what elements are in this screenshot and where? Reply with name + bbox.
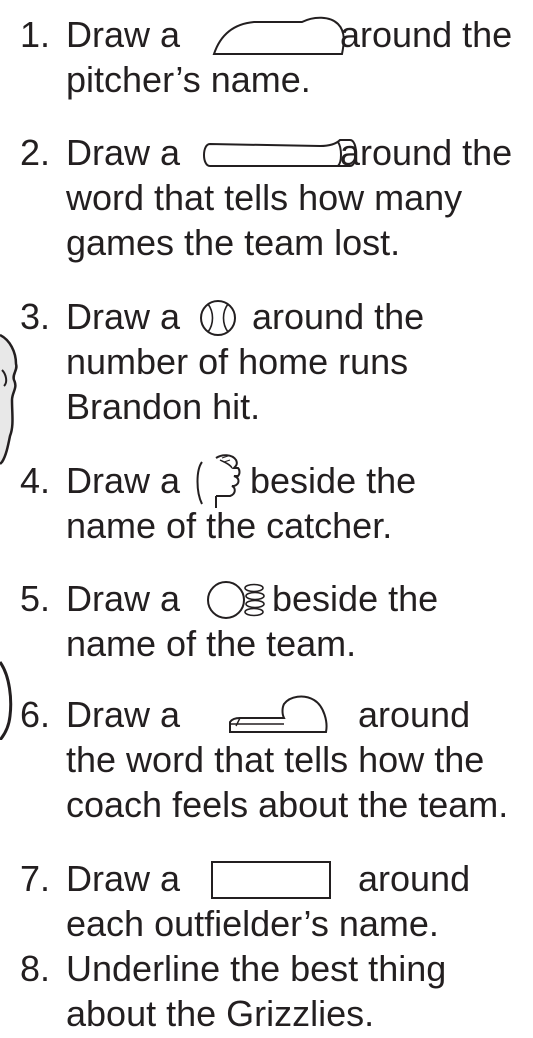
fast-ball-icon xyxy=(206,578,268,622)
item-text: Draw a xyxy=(66,132,181,173)
item-text: beside the xyxy=(272,578,439,619)
item-text: about the Grizzlies. xyxy=(66,993,375,1034)
rectangle-box-icon xyxy=(210,860,332,900)
baseball-cap-icon xyxy=(210,14,350,56)
item-text: Draw a xyxy=(66,694,181,735)
baseball-bat-icon xyxy=(200,138,360,170)
item-text: Draw a xyxy=(66,14,181,55)
item-text: around xyxy=(358,694,471,735)
item-text: Draw a xyxy=(66,858,181,899)
item-text: Draw a xyxy=(66,460,181,501)
item-text: name of the catcher. xyxy=(66,505,393,546)
item-number: 7. xyxy=(20,858,51,899)
item-number: 5. xyxy=(20,578,51,619)
item-text: around the xyxy=(340,132,513,173)
item-number: 6. xyxy=(20,694,51,735)
catcher-mitt-icon xyxy=(192,452,252,508)
item-text: around xyxy=(358,858,471,899)
partial-character-art xyxy=(0,330,20,475)
item-number: 1. xyxy=(20,14,51,55)
item-text: around the xyxy=(340,14,513,55)
partial-circle-art xyxy=(0,660,14,745)
item-text: around the xyxy=(252,296,425,337)
item-number: 3. xyxy=(20,296,51,337)
baseball-icon xyxy=(198,298,238,338)
item-text: word that tells how many xyxy=(66,177,463,218)
item-text: games the team lost. xyxy=(66,222,401,263)
item-number: 2. xyxy=(20,132,51,173)
item-number: 4. xyxy=(20,460,51,501)
item-text: Brandon hit. xyxy=(66,386,261,427)
item-text: beside the xyxy=(250,460,417,501)
item-text: Draw a xyxy=(66,578,181,619)
item-text: coach feels about the team. xyxy=(66,784,509,825)
item-text: the word that tells how the xyxy=(66,739,485,780)
item-text: each outfielder’s name. xyxy=(66,903,439,944)
item-text: number of home runs xyxy=(66,341,409,382)
item-text: Underline the best thing xyxy=(66,948,447,989)
home-plate-slide-icon xyxy=(226,692,330,736)
item-number: 8. xyxy=(20,948,51,989)
item-text: pitcher’s name. xyxy=(66,59,311,100)
item-text: Draw a xyxy=(66,296,181,337)
item-text: name of the team. xyxy=(66,623,357,664)
